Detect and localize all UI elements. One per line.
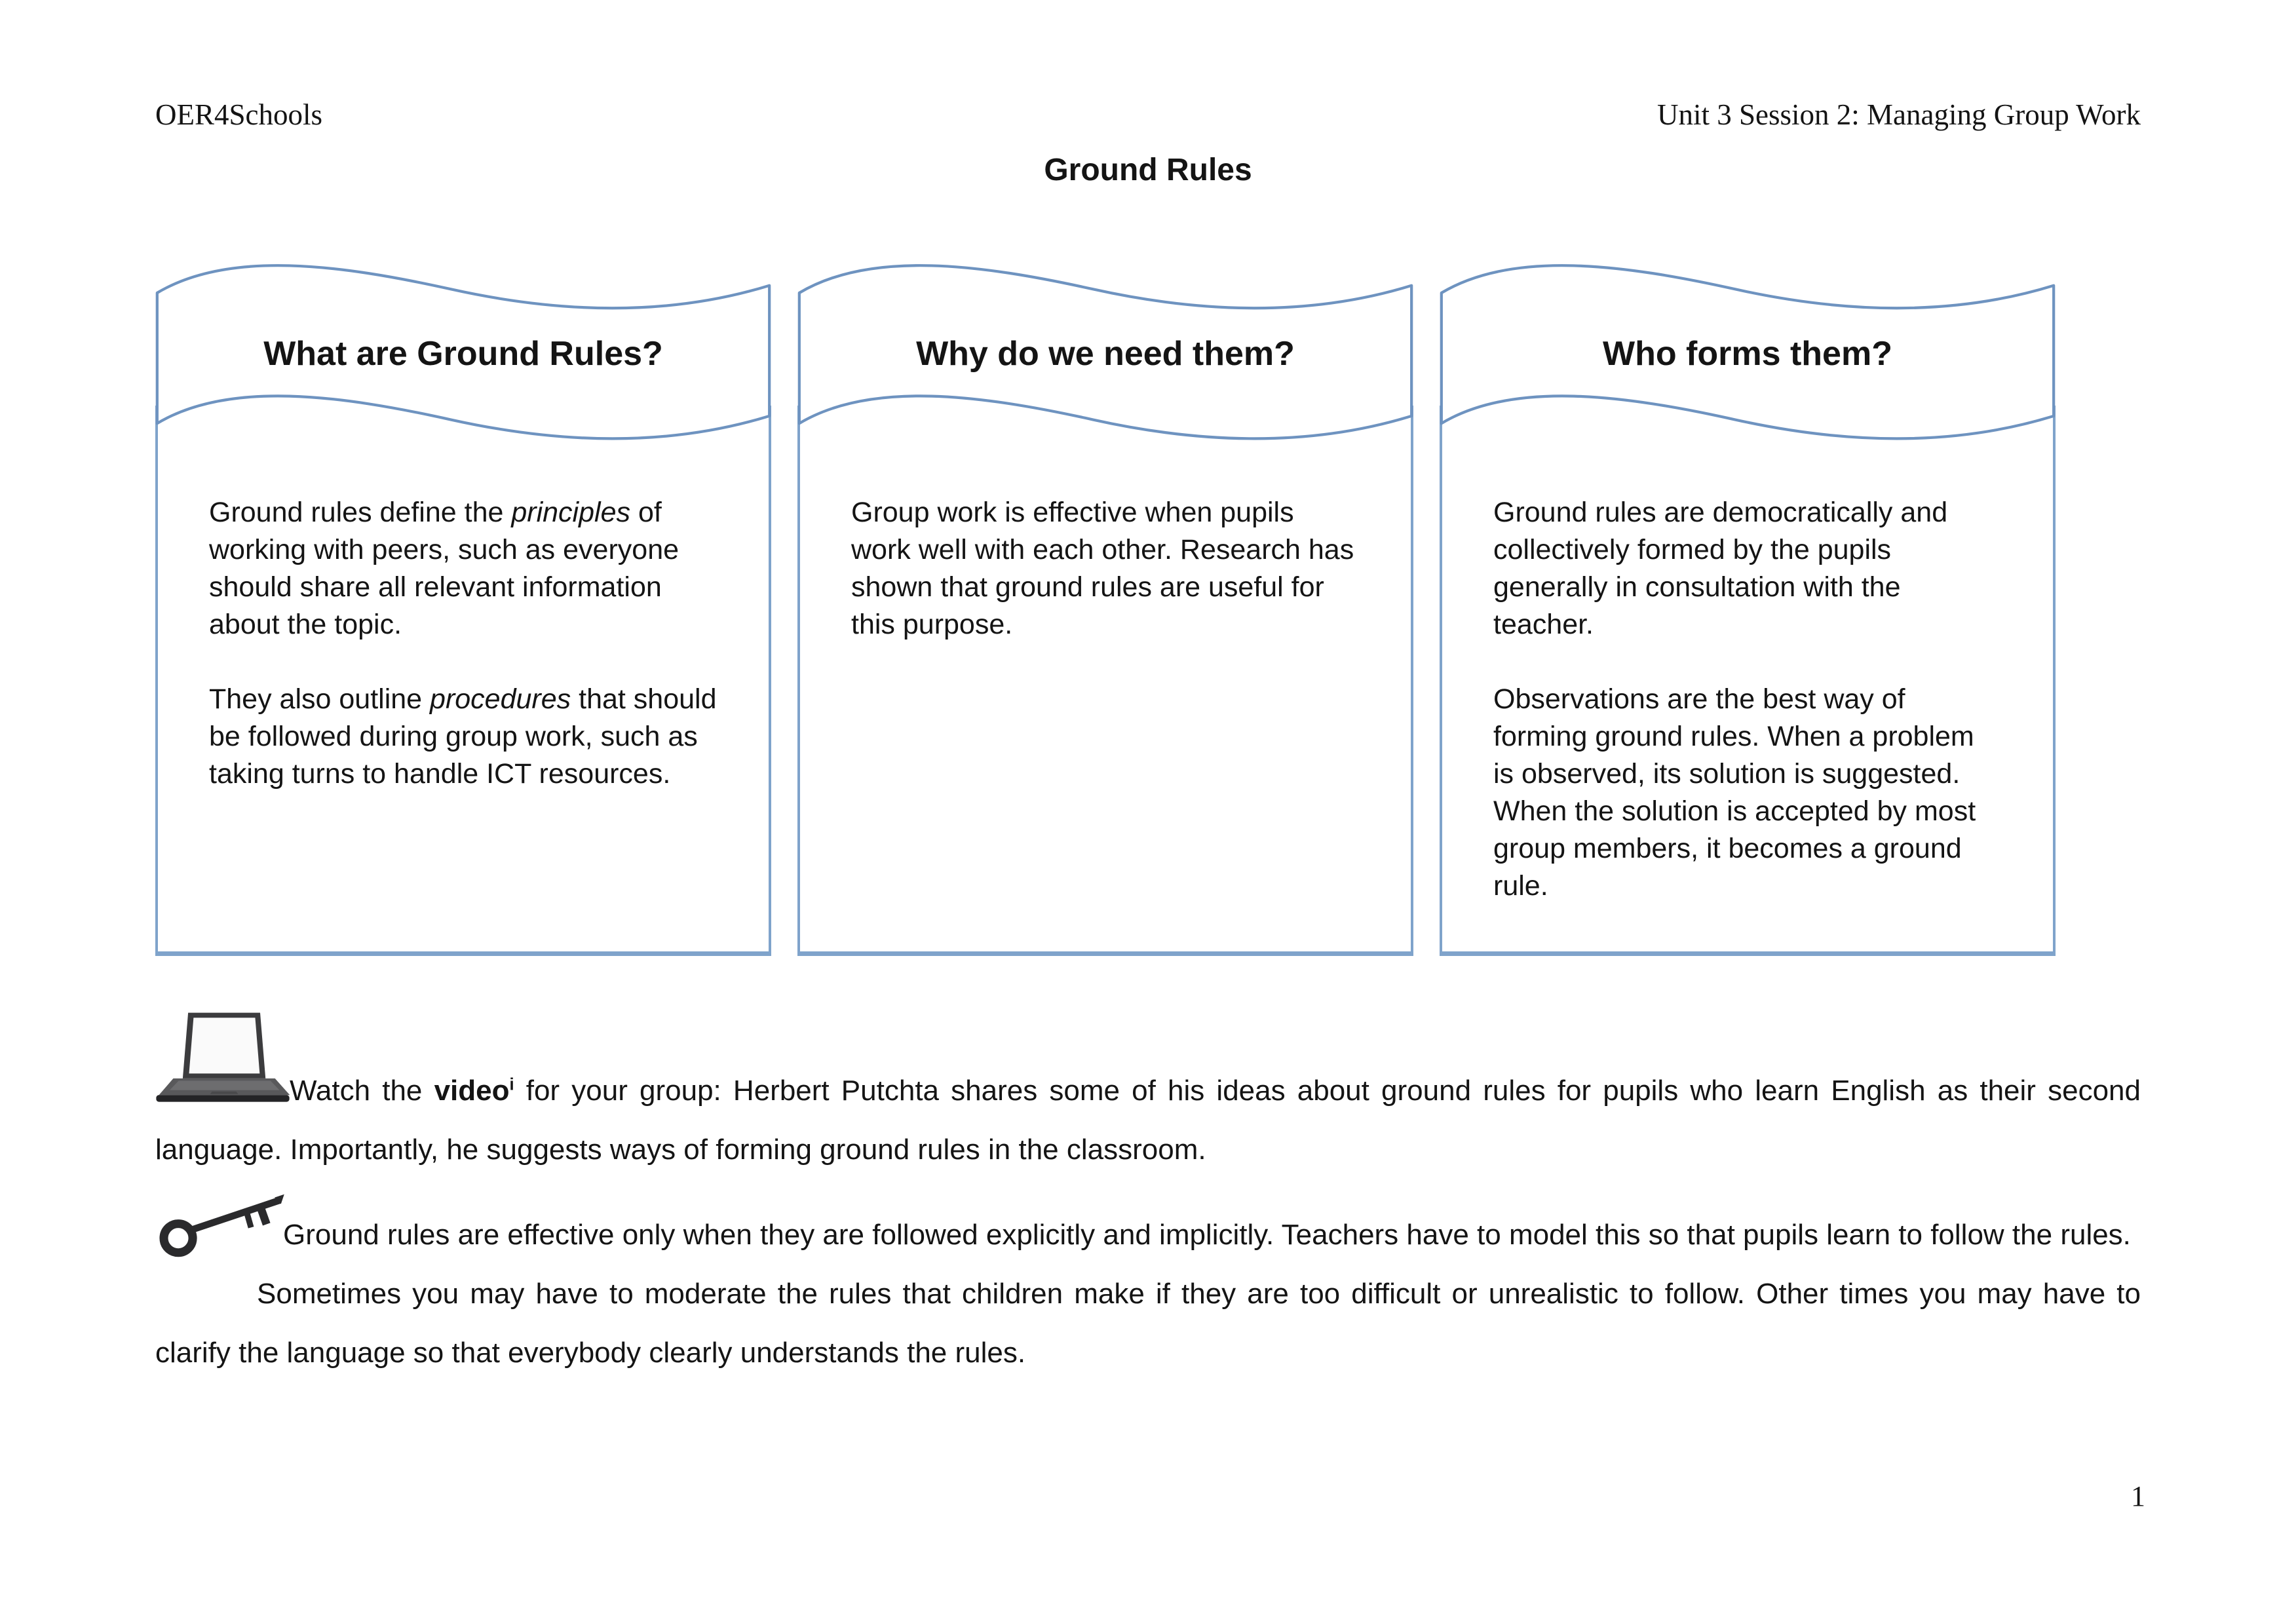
column-why-do-we-need-them: [797, 252, 1413, 956]
bold-text-run: video: [434, 1075, 510, 1107]
column-what-are-ground-rules: [155, 252, 771, 956]
document-title: Ground Rules: [1044, 153, 1252, 187]
text-run: They also outline: [209, 683, 430, 715]
wave-banner: [155, 252, 771, 455]
key-icon: [158, 1181, 286, 1265]
text-run: that should be followed during group work, such as taking turns to handle ICT resources.: [209, 683, 717, 790]
column-paragraph: [851, 494, 1360, 643]
column-body: [155, 406, 771, 956]
column-who-forms-them: [1440, 252, 2056, 956]
italic-text-run: principles: [511, 497, 630, 528]
text-run: Ground rules define the: [209, 497, 512, 528]
text-run: Ground rules are democratically and collectively formed by the pupils generally in consultation with the teacher.: [1493, 497, 1948, 640]
header-left-text: OER4Schools: [155, 98, 323, 131]
column-paragraph: [209, 681, 718, 793]
moderate-note-paragraph: [155, 1265, 2141, 1383]
banner-title: Why do we need them?: [916, 335, 1295, 373]
column-paragraph: [1493, 681, 2002, 905]
page-header: [155, 97, 2141, 132]
text-run: of working with peers, such as everyone should share all relevant information about the topic.: [209, 497, 679, 640]
text-run: Observations are the best way of forming ground rules. When a problem is observed, its solution is suggested. When the solution is accepted by most group members, it becomes a ground rule.: [1493, 683, 1976, 902]
italic-text-run: procedures: [430, 683, 571, 715]
column-body: [797, 406, 1413, 956]
wave-banner: [1440, 252, 2056, 455]
text-run: for your group: Herbert Putchta shares some of his ideas about ground rules for pupils who learn English as their second language. Importantly, he suggests ways of forming ground rules in the classroom.: [155, 1075, 2141, 1166]
column-paragraph: [209, 494, 718, 643]
page-number: 1: [2131, 1480, 2145, 1512]
banner-title: Who forms them?: [1603, 335, 1892, 373]
notes-section: [155, 1061, 2141, 1383]
endnote-reference: i: [509, 1075, 514, 1094]
text-run: Ground rules are effective only when they are followed explicitly and implicitly. Teachers have to model this so that pupils learn to follow the rules.: [283, 1219, 2131, 1251]
ground-rules-columns: [155, 252, 2056, 956]
header-right-text: Unit 3 Session 2: Managing Group Work: [1656, 98, 2141, 131]
key-note-paragraph: [155, 1206, 2141, 1265]
text-run: Sometimes you may have to moderate the rules that children make if they are too difficult or unrealistic to follow. Other times you may have to clarify the language so that everybody clearly understands the rules.: [155, 1278, 2141, 1369]
video-note-paragraph: [155, 1061, 2141, 1179]
wave-banner: [797, 252, 1413, 455]
laptop-icon: [155, 1010, 290, 1106]
column-paragraph: [1493, 494, 2002, 643]
column-body: [1440, 406, 2056, 956]
banner-title: What are Ground Rules?: [263, 335, 663, 373]
text-run: Group work is effective when pupils work well with each other. Research has shown that ground rules are useful for this purpose.: [851, 497, 1354, 640]
text-run: Watch the: [290, 1075, 434, 1107]
